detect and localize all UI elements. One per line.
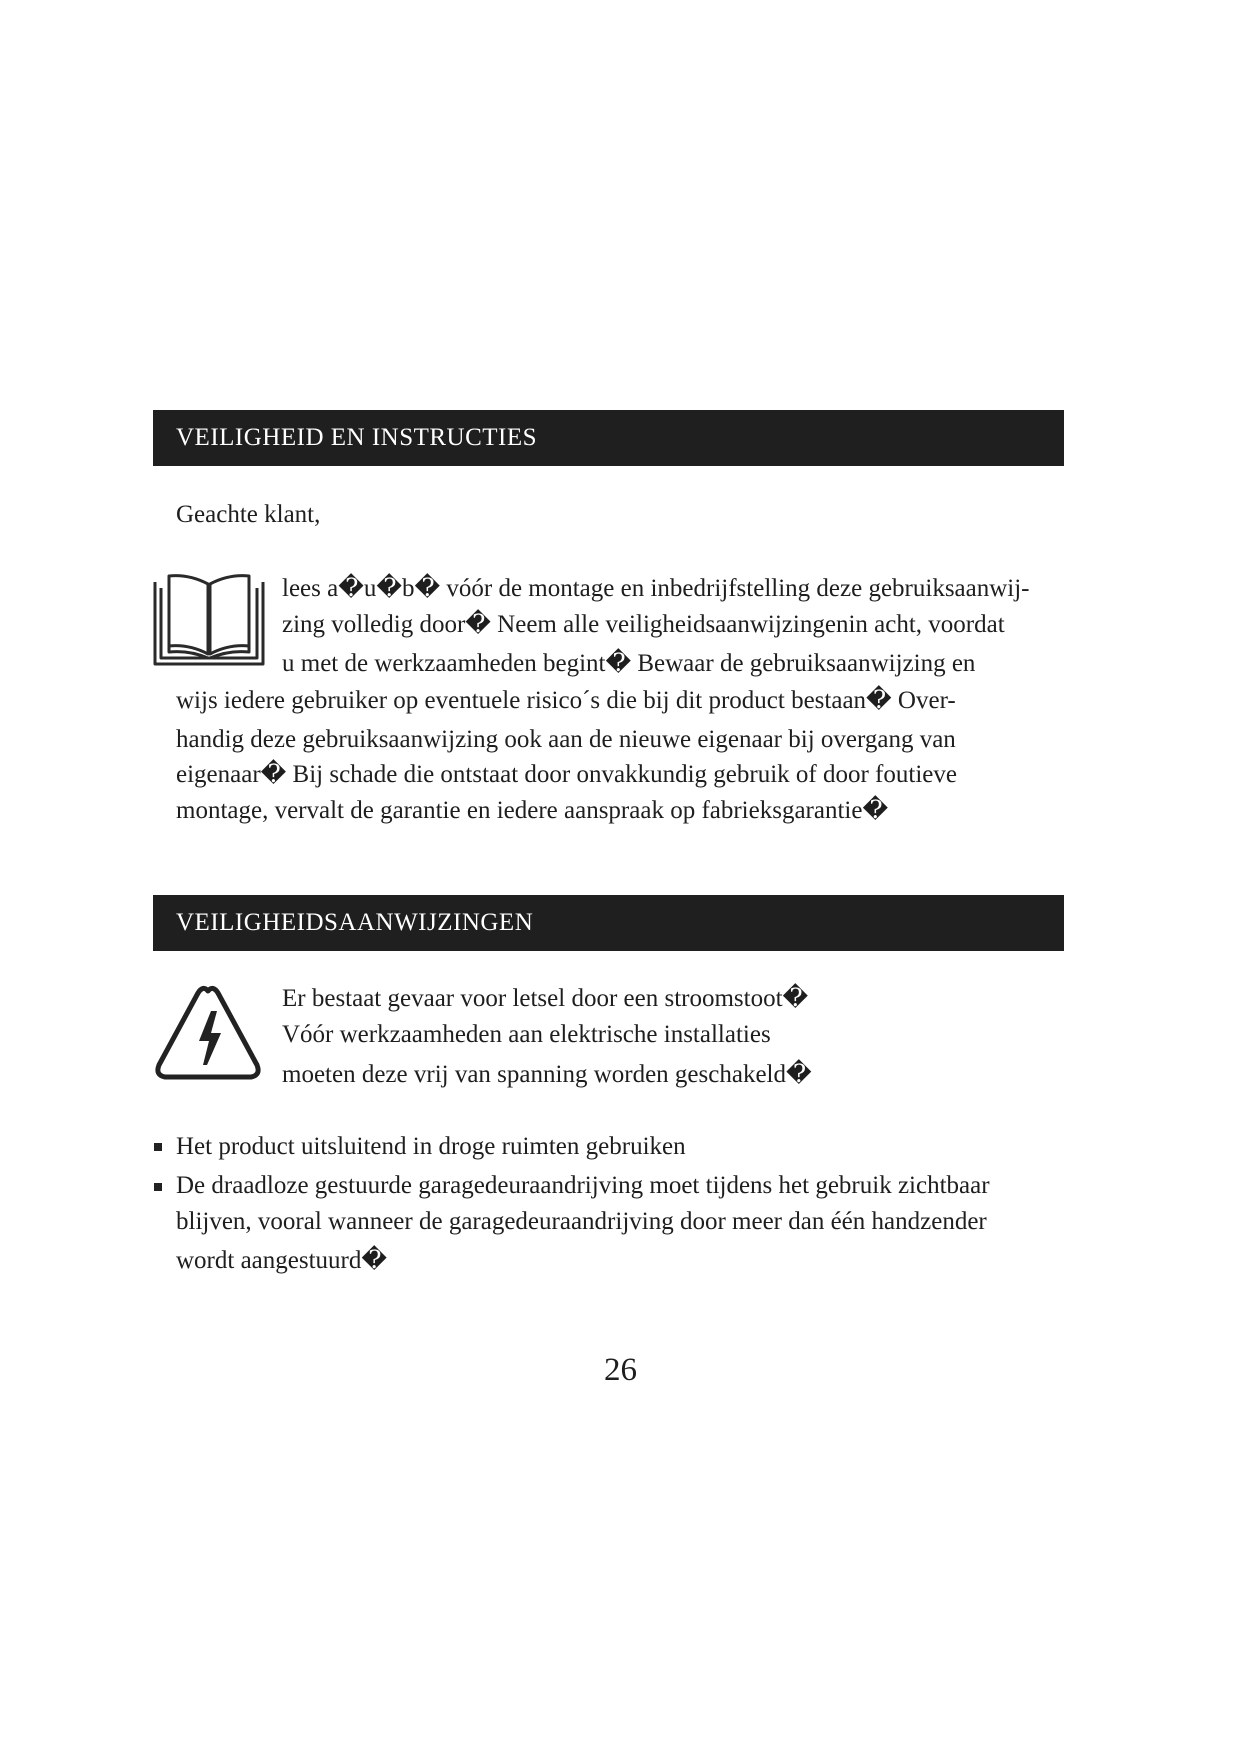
intro-line-3: u met de werkzaamheden begint� Bewaar de gebruiksaanwijzing en [282, 650, 976, 677]
intro-line-2: zing volledig door� Neem alle veiligheidsaanwijzingenin acht, voordat [282, 611, 1005, 638]
intro-line-5: handig deze gebruiksaanwijzing ook aan de nieuwe eigenaar bij overgang van [176, 726, 956, 753]
warning-line-2: Vóór werkzaamheden aan elektrische installaties [282, 1021, 771, 1048]
bullet-item-2-line-2: blijven, vooral wanneer de garagedeuraandrijving door meer dan één handzender [176, 1208, 987, 1235]
bullet-item-2-line-1: De draadloze gestuurde garagedeuraandrijving moet tijdens het gebruik zichtbaar [176, 1172, 990, 1199]
warning-line-1: Er bestaat gevaar voor letsel door een stroomstoot� [282, 985, 809, 1012]
section-heading-instructions [153, 410, 1064, 466]
bullet-marker-1 [154, 1143, 162, 1151]
electric-hazard-icon [153, 983, 263, 1083]
warning-line-3: moeten deze vrij van spanning worden geschakeld� [282, 1061, 812, 1088]
section-heading-instructions-text: VEILIGHEID EN INSTRUCTIES [176, 424, 538, 451]
intro-line-4: wijs iedere gebruiker op eventuele risico´s die bij dit product bestaan� Over- [176, 687, 956, 714]
intro-line-1: lees a�u�b� vóór de montage en inbedrijfstelling deze gebruiksaanwij- [282, 575, 1030, 602]
intro-line-6: eigenaar� Bij schade die ontstaat door onvakkundig gebruik of door foutieve [176, 761, 957, 788]
open-book-icon [153, 574, 265, 667]
section-heading-safety [153, 895, 1064, 951]
bullet-item-2-line-3: wordt aangestuurd� [176, 1247, 387, 1274]
section-heading-safety-text: VEILIGHEIDSAANWIJZINGEN [176, 909, 534, 936]
salutation: Geachte klant, [176, 501, 321, 528]
page-number: 26 [604, 1352, 637, 1388]
bullet-marker-2 [154, 1183, 162, 1191]
bullet-item-1: Het product uitsluitend in droge ruimten gebruiken [176, 1133, 686, 1160]
intro-line-7: montage, vervalt de garantie en iedere aanspraak op fabrieksgarantie� [176, 797, 889, 824]
